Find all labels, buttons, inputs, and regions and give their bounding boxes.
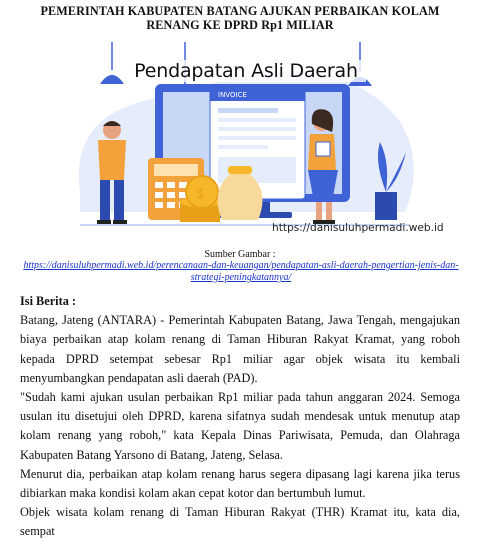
title-line-1: PEMERINTAH KABUPATEN BATANG AJUKAN PERBAIKAN KOLAM [40,4,440,18]
illustration-url: https://danisuluhpermadi.web.id [272,222,444,234]
article-paragraph: Menurut dia, perbaikan atap kolam renang harus segera dipasang lagi karena jika terus dibiarkan maka kondisi kolam akan cepat kotor dan bertumbuh lumut. [20,466,460,501]
article-body [20,292,460,542]
image-source-link[interactable] [18,260,464,284]
article-heading: Isi Berita : [20,294,77,308]
article-paragraph: "Sudah kami ajukan usulan perbaikan Rp1 miliar pada tahun anggaran 2024. Semoga usulan itu disetujui oleh DPRD, karena sifatnya sudah mendesak untuk menutup atap kolam renang yang roboh," kata Kepala Dinas Pariwisata, Pemuda, dan Olahraga Kabupaten Batang Yarsono di Batang, Jateng, Selasa. [20,390,460,462]
source-link-line-2: strategi-peningkatannya/ [190,272,292,283]
invoice-label: INVOICE [218,91,247,99]
lamp-icon-left [100,42,124,84]
document-title [0,4,480,32]
illustration-heading: Pendapatan Asli Daerah [126,60,366,82]
article-paragraph: Objek wisata kolam renang di Taman Hiburan Rakyat (THR) Kramat itu, kata dia, sempat [20,505,460,539]
article-paragraph: Batang, Jateng (ANTARA) - Pemerintah Kabupaten Batang, Jawa Tengah, mengajukan biaya perbaikan atap kolam renang di Taman Hiburan Rakyat Kramat, yang roboh kepada DPRD setempat sebesar Rp1 miliar agar objek wisata itu kembali menyumbangkan pendapatan asli daerah (PAD). [20,313,460,385]
svg-text:$: $ [196,186,205,202]
image-source-label: Sumber Gambar : [204,249,276,260]
title-line-2: RENANG KE DPRD Rp1 MILIAR [146,18,334,32]
source-link-line-1: https://danisuluhpermadi.web.id/perencanaan-dan-keuangan/pendapatan-asli-daerah-pengertian-jenis-dan- [23,260,459,271]
